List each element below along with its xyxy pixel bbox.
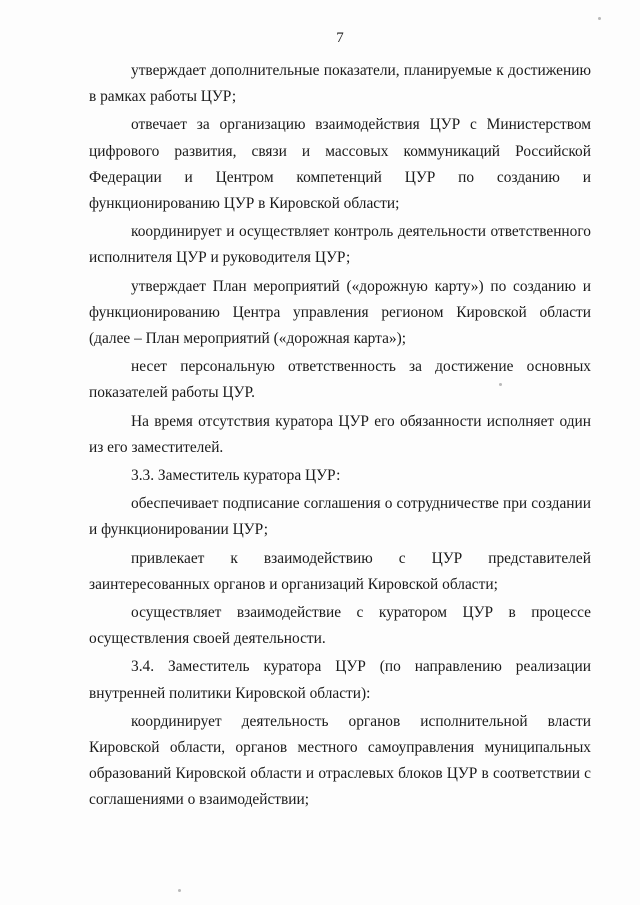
scan-speck: [598, 17, 601, 20]
section-heading-3-4: 3.4. Заместитель куратора ЦУР (по направлению реализации внутренней политики Кировской области):: [89, 658, 591, 702]
paragraph-cooperation-agreement: обеспечивает подписание соглашения о сотрудничестве при создании и функционировании ЦУР;: [89, 495, 591, 539]
paragraph-absence-duties: На время отсутствия куратора ЦУР его обязанности исполняет один из его заместителей.: [89, 412, 591, 456]
paragraph-interaction-curator: осуществляет взаимодействие с куратором ЦУР в процессе осуществления своей деятельности.: [89, 604, 591, 648]
section-heading-3-3: 3.3. Заместитель куратора ЦУР:: [131, 467, 341, 485]
scan-speck: [499, 383, 502, 386]
paragraph-personal-responsibility: несет персональную ответственность за достижение основных показателей работы ЦУР.: [89, 358, 591, 402]
paragraph-coordination-control: координирует и осуществляет контроль деятельности ответственного исполнителя ЦУР и руководителя ЦУР;: [89, 223, 591, 267]
paragraph-coordinate-authorities: координирует деятельность органов исполнительной власти Кировской области, органов местного самоуправления муниципальных образований Кировской области и отраслевых блоков ЦУР в соответствии с соглашениями о взаимодействии;: [89, 712, 591, 809]
paragraph-attract-representatives: привлекает к взаимодействию с ЦУР представителей заинтересованных органов и организаций Кировской области;: [89, 549, 591, 593]
paragraph-interaction-ministry: отвечает за организацию взаимодействия ЦУР с Министерством цифрового развития, связи и массовых коммуникаций Российской Федерации и Центром компетенций ЦУР по созданию и функционированию ЦУР в Кировской области;: [89, 116, 591, 213]
paragraph-additional-indicators: утверждает дополнительные показатели, планируемые к достижению в рамках работы ЦУР;: [89, 62, 591, 106]
scan-speck: [178, 889, 181, 892]
paragraph-roadmap-approval: утверждает План мероприятий («дорожную карту») по созданию и функционированию Центра управления регионом Кировской области (далее – План мероприятий («дорожная карта»);: [89, 277, 591, 348]
document-body: [89, 58, 591, 814]
page-number: 7: [336, 30, 344, 46]
